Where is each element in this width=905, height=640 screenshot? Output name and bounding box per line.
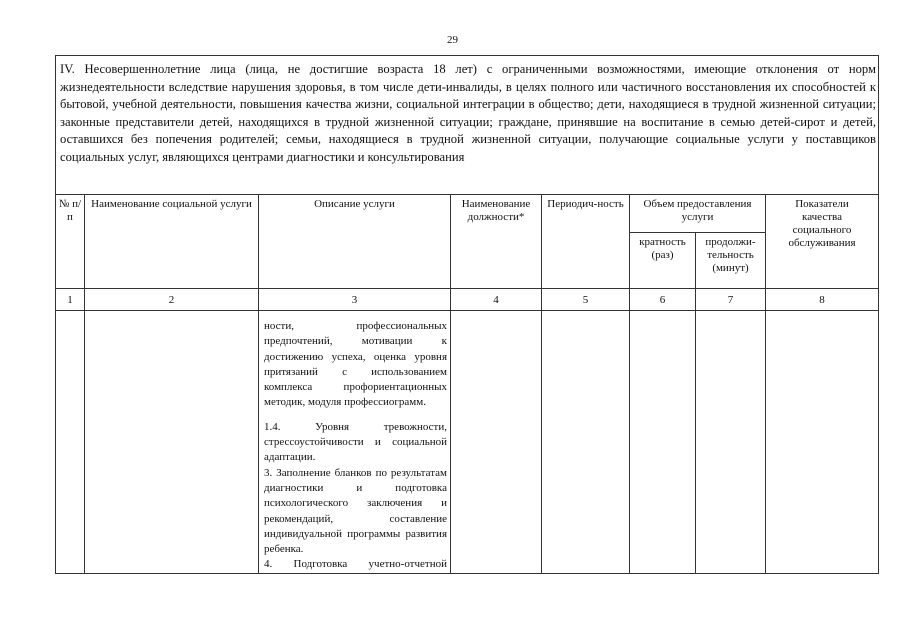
services-table	[55, 55, 879, 574]
cell-multiplicity	[630, 311, 696, 574]
description-paragraph: 4. Подготовка учетно-отчетной	[264, 558, 447, 571]
description-paragraph: 1.4. Уровня тревожности, стрессоустойчивости и социальной адаптации.	[264, 420, 447, 464]
column-numbers-row	[56, 289, 879, 311]
column-number: 1	[56, 289, 85, 311]
section-row	[56, 56, 879, 195]
table-row	[56, 311, 879, 574]
header-duration: продолжи-тельность (минут)	[696, 233, 766, 289]
column-number: 6	[630, 289, 696, 311]
cell-duration	[696, 311, 766, 574]
header-service-name: Наименование социальной услуги	[85, 195, 259, 289]
column-number: 8	[766, 289, 879, 311]
header-row	[56, 195, 879, 233]
cell-num	[56, 311, 85, 574]
header-volume: Объем предоставления услуги	[630, 195, 766, 233]
cell-description	[259, 311, 451, 574]
description-paragraph: ности, профессиональных предпочтений, мотивации к достижению успеха, оценка уровня притязаний с использованием комплекса профориентационных методик, модуля профессиограмм.	[264, 320, 447, 409]
header-multiplicity: кратность (раз)	[630, 233, 696, 289]
header-num: № п/п	[56, 195, 85, 289]
cell-service-name	[85, 311, 259, 574]
column-number: 4	[451, 289, 542, 311]
column-number: 7	[696, 289, 766, 311]
column-number: 3	[259, 289, 451, 311]
description-paragraph: 3. Заполнение бланков по результатам диагностики и подготовка психологического заключения и рекомендаций, составление индивидуальной программы развития ребенка.	[264, 466, 447, 556]
header-position: Наименование должности*	[451, 195, 542, 289]
cell-periodicity	[542, 311, 630, 574]
column-number: 2	[85, 289, 259, 311]
header-quality: Показатели качества социального обслуживания	[766, 195, 879, 289]
page-number: 29	[447, 34, 458, 46]
section-text: IV. Несовершеннолетние лица (лица, не достигшие возраста 18 лет) с ограниченными возможностями, имеющие отклонения от норм жизнедеятельности вследствие нарушения здоровья, в том числе дети-инвалиды, в целях полного или частичного восстановления их способностей к бытовой, учебной деятельности, повышения качества жизни, социальной интеграции в общество; дети, находящиеся в трудной жизненной ситуации; законные представители детей, находящихся в трудной жизненной ситуации; граждане, принявшие на воспитание в семью детей-сирот и детей, оставшихся без попечения родителей; семьи, находящиеся в трудной жизненной ситуации, получающие социальные услуги у поставщиков социальных услуг, являющихся центрами диагностики и консультирования	[60, 62, 876, 164]
header-periodicity: Периодич-ность	[542, 195, 630, 289]
cell-position	[451, 311, 542, 574]
section-heading	[56, 56, 879, 195]
column-number: 5	[542, 289, 630, 311]
header-description: Описание услуги	[259, 195, 451, 289]
cell-quality	[766, 311, 879, 574]
